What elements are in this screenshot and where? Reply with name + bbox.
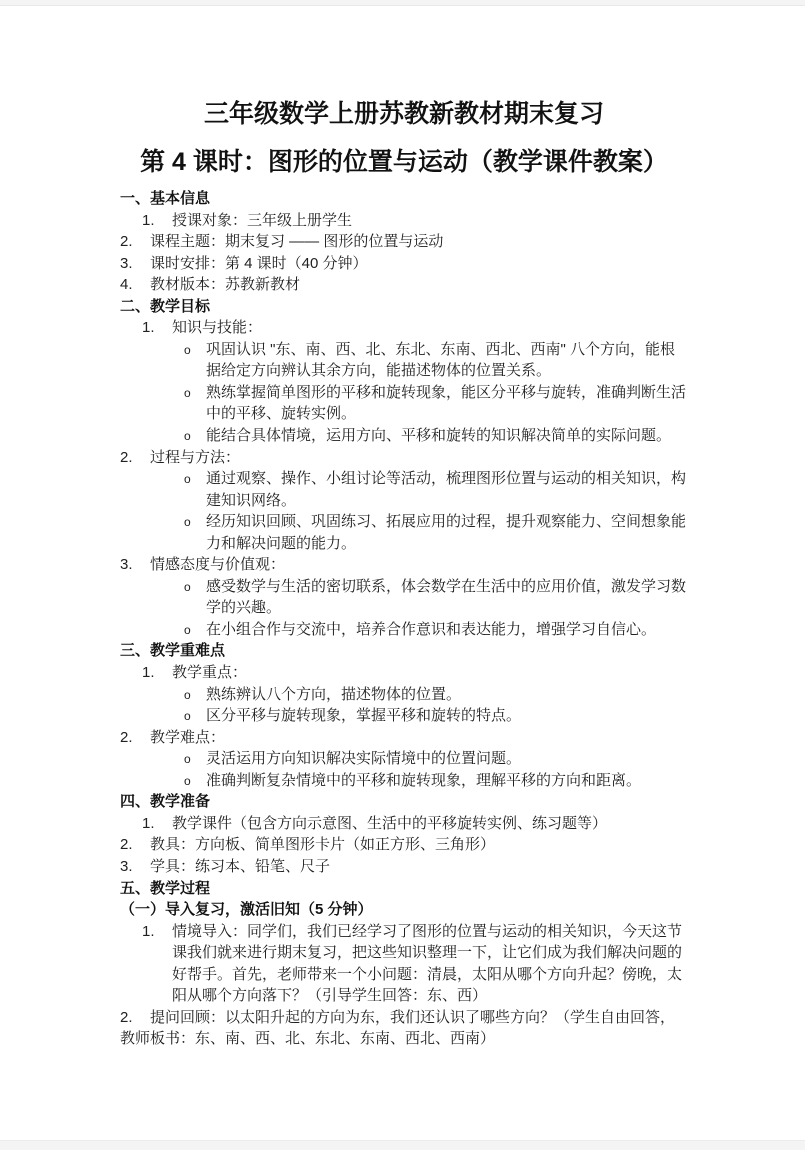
page-bottom-edge bbox=[0, 1140, 805, 1150]
list-item-text: 教具：方向板、简单图形卡片（如正方形、三角形） bbox=[150, 836, 496, 854]
bullet-icon: o bbox=[184, 579, 191, 594]
list-marker: 1. bbox=[142, 814, 155, 832]
list-item-text: 经历知识回顾、巩固练习、拓展应用的过程，提升观察能力、空间想象能力和解决问题的能力。 bbox=[206, 513, 687, 552]
list-marker: 3. bbox=[120, 556, 133, 574]
list-item-text: 准确判断复杂情境中的平移和旋转现象，理解平移的方向和距离。 bbox=[206, 771, 642, 789]
list-marker: 1. bbox=[142, 211, 155, 229]
list-item bbox=[120, 382, 688, 425]
list-marker: 1. bbox=[142, 922, 155, 940]
list-item-text: 区分平移与旋转现象，掌握平移和旋转的特点。 bbox=[206, 707, 522, 725]
list-item bbox=[120, 339, 688, 382]
list-item bbox=[120, 511, 688, 554]
list-marker: 2. bbox=[120, 836, 133, 854]
list-marker: 3. bbox=[120, 857, 133, 875]
list-item-text: 灵活运用方向知识解决实际情境中的位置问题。 bbox=[206, 750, 522, 768]
section-heading-key-points: 三、教学重难点 bbox=[120, 642, 226, 660]
list-marker: 2. bbox=[120, 448, 133, 466]
list-item bbox=[120, 619, 688, 641]
list-marker: 1. bbox=[142, 664, 155, 682]
bullet-icon: o bbox=[184, 429, 191, 444]
list-item-text: 提问回顾：以太阳升起的方向为东，我们还认识了哪些方向？（学生自由回答，教师板书：东、南、西、北、东北、东南、西北、西南） bbox=[120, 1008, 676, 1048]
list-item-text: 熟练辨认八个方向，描述物体的位置。 bbox=[206, 685, 462, 703]
list-item-text: 情境导入：同学们，我们已经学习了图形的位置与运动的相关知识，今天这节课我们就来进行期末复习，把这些知识整理一下，让它们成为我们解决问题的好帮手。首先，老师带来一个小问题：清晨，太阳从哪个方向升起？傍晚，太阳从哪个方向落下？（引导学生回答：东、西） bbox=[172, 922, 683, 1005]
list-item bbox=[120, 748, 688, 770]
list-item-text: 教学难点： bbox=[150, 728, 226, 746]
document-body bbox=[120, 188, 688, 1050]
list-item bbox=[120, 447, 688, 469]
list-item bbox=[120, 425, 688, 447]
list-item-text: 知识与技能： bbox=[172, 319, 263, 337]
list-marker: 3. bbox=[120, 254, 133, 272]
list-item-text: 巩固认识 "东、南、西、北、东北、东南、西北、西南" 八个方向，能根据给定方向辨认其余方向，能描述物体的位置关系。 bbox=[206, 340, 675, 380]
list-item-text: 授课对象：三年级上册学生 bbox=[172, 211, 353, 229]
section-heading-objectives: 二、教学目标 bbox=[120, 297, 211, 315]
bullet-icon: o bbox=[184, 622, 191, 637]
list-item bbox=[120, 834, 688, 856]
bullet-icon: o bbox=[184, 385, 191, 400]
list-item bbox=[120, 662, 688, 684]
section-heading-process: 五、教学过程 bbox=[120, 879, 211, 897]
section-heading-basic-info: 一、基本信息 bbox=[120, 190, 211, 207]
bullet-icon: o bbox=[184, 687, 191, 702]
list-marker: 2. bbox=[120, 1008, 133, 1026]
subsection-heading-intro: （一）导入复习，激活旧知（5 分钟） bbox=[120, 901, 373, 919]
bullet-icon: o bbox=[184, 515, 191, 530]
list-item-text: 熟练掌握简单图形的平移和旋转现象，能区分平移与旋转，准确判断生活中的平移、旋转实例。 bbox=[206, 383, 687, 423]
document-page bbox=[120, 0, 688, 1050]
bullet-icon: o bbox=[184, 472, 191, 487]
bullet-icon: o bbox=[184, 773, 191, 788]
list-item bbox=[120, 705, 688, 727]
list-item bbox=[120, 274, 688, 296]
list-item bbox=[120, 210, 688, 232]
document-subtitle: 第 4 课时：图形的位置与运动（教学课件教案） bbox=[140, 148, 668, 176]
list-item-text: 课时安排：第 4 课时（40 分钟） bbox=[150, 254, 368, 272]
list-item bbox=[120, 253, 688, 275]
section-heading-preparation: 四、教学准备 bbox=[120, 793, 211, 811]
list-item bbox=[120, 231, 688, 253]
document-title: 三年级数学上册苏教新教材期末复习 bbox=[203, 100, 604, 128]
list-item bbox=[120, 576, 688, 619]
list-item-text: 在小组合作与交流中，培养合作意识和表达能力，增强学习自信心。 bbox=[206, 620, 657, 638]
list-item-text: 教材版本：苏教新教材 bbox=[150, 276, 301, 294]
list-item-text: 学具：练习本、铅笔、尺子 bbox=[150, 857, 331, 875]
list-item bbox=[120, 727, 688, 749]
bullet-icon: o bbox=[184, 342, 191, 357]
list-item bbox=[120, 813, 688, 835]
list-item bbox=[120, 921, 688, 1007]
list-item-text: 教学重点： bbox=[172, 664, 248, 682]
bullet-icon: o bbox=[184, 709, 191, 724]
list-item-text: 感受数学与生活的密切联系，体会数学在生活中的应用价值，激发学习数学的兴趣。 bbox=[206, 577, 687, 617]
list-item bbox=[120, 856, 688, 878]
list-item-text: 通过观察、操作、小组讨论等活动，梳理图形位置与运动的相关知识，构建知识网络。 bbox=[206, 470, 687, 509]
list-item-text: 过程与方法： bbox=[150, 448, 241, 466]
list-item-text: 课程主题：期末复习 —— 图形的位置与运动 bbox=[150, 233, 444, 251]
list-item bbox=[120, 317, 688, 339]
list-marker: 4. bbox=[120, 276, 133, 294]
list-item bbox=[120, 770, 688, 792]
list-item bbox=[120, 684, 688, 706]
list-marker: 2. bbox=[120, 233, 133, 251]
list-marker: 2. bbox=[120, 728, 133, 746]
list-item bbox=[120, 1007, 688, 1050]
list-item-text: 能结合具体情境，运用方向、平移和旋转的知识解决简单的实际问题。 bbox=[206, 427, 672, 445]
list-item bbox=[120, 468, 688, 511]
list-item-text: 教学课件（包含方向示意图、生活中的平移旋转实例、练习题等） bbox=[172, 814, 608, 832]
list-marker: 1. bbox=[142, 319, 155, 337]
list-item-text: 情感态度与价值观： bbox=[150, 556, 286, 574]
list-item bbox=[120, 554, 688, 576]
bullet-icon: o bbox=[184, 752, 191, 767]
